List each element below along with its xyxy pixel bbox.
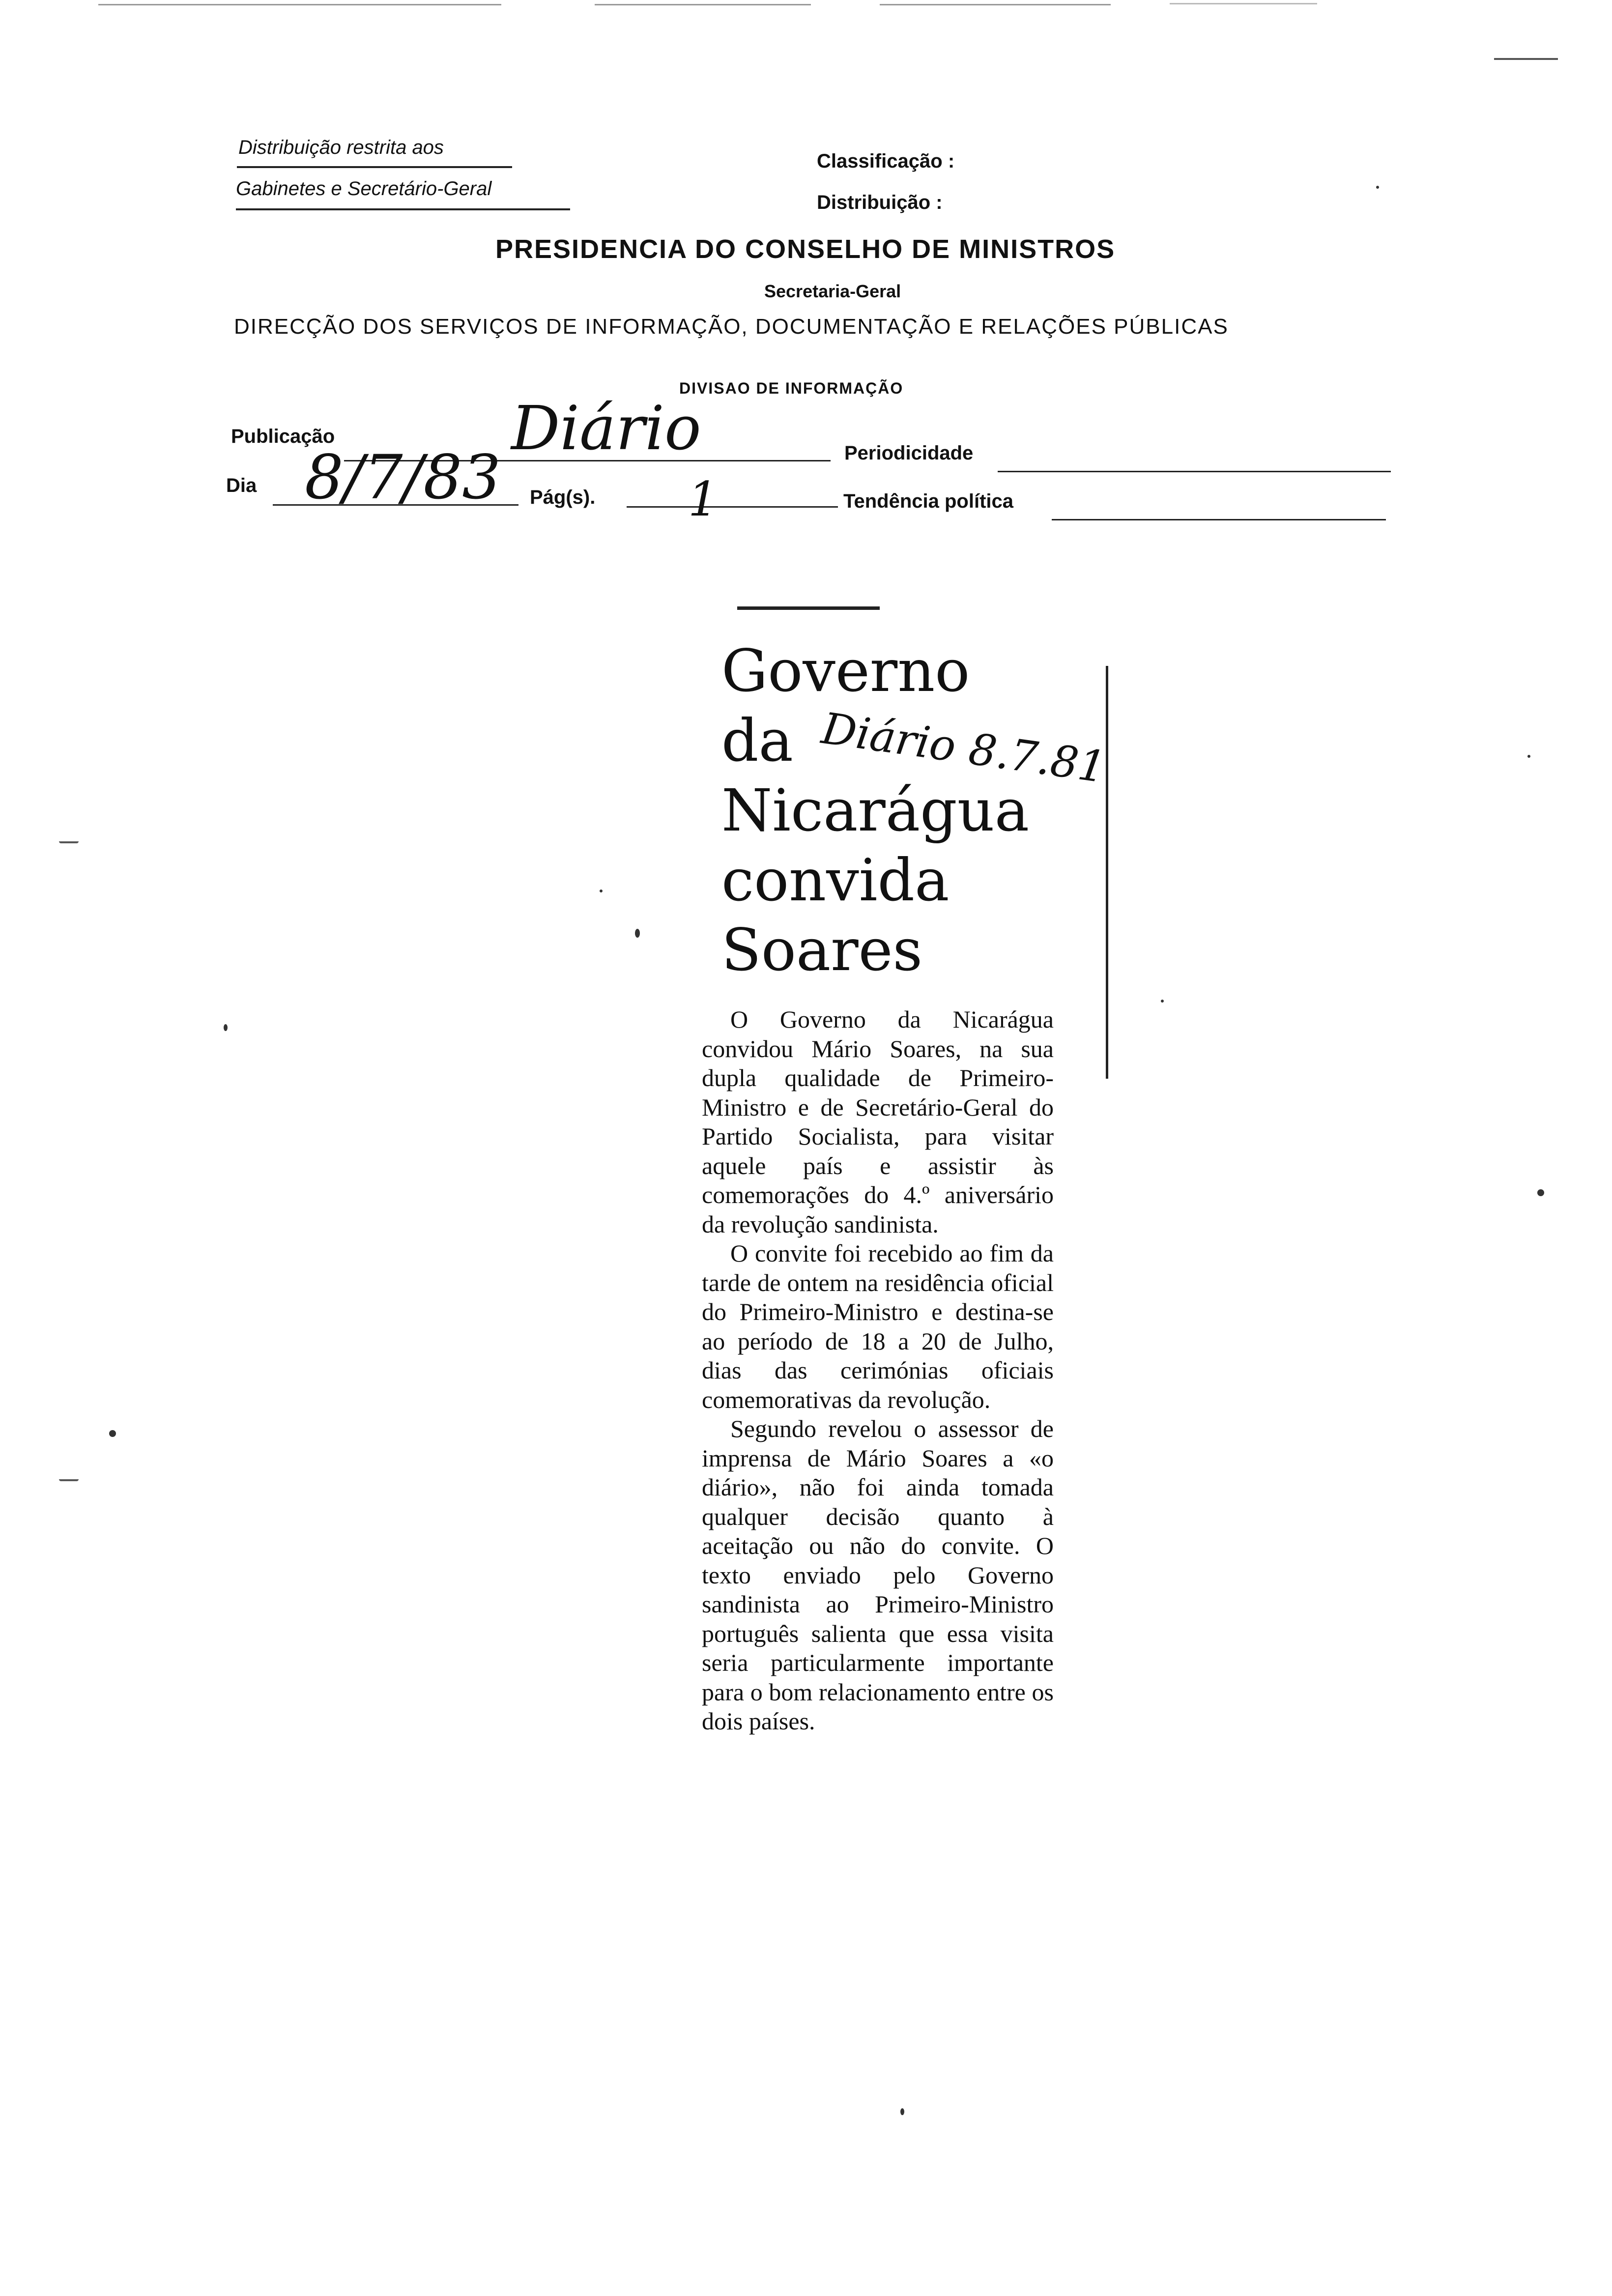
restriction-line-2: Gabinetes e Secretário-Geral bbox=[236, 178, 492, 200]
scan-edge-line bbox=[595, 4, 811, 5]
periodicidade-line bbox=[998, 471, 1391, 472]
article-paragraph: O Governo da Nicarágua convidou Mário Soares, na sua dupla qualidade de Primeiro-Ministro e de Secretário-Geral do Partido Socialista, para visitar aquele país e assistir às comemorações do 4.º aniversário da revolução sandinista. bbox=[702, 1005, 1054, 1238]
clipping-top-rule bbox=[737, 606, 880, 610]
classificacao-label: Classificação : bbox=[817, 150, 955, 172]
scan-edge-line bbox=[98, 4, 501, 5]
pags-handwritten: 1 bbox=[688, 472, 719, 527]
restriction-line-1: Distribuição restrita aos bbox=[238, 137, 444, 158]
restriction-underline bbox=[237, 166, 512, 168]
scan-speck bbox=[600, 890, 603, 892]
pags-line bbox=[627, 506, 838, 508]
article-body bbox=[702, 1005, 1054, 1736]
scan-speck bbox=[1527, 755, 1530, 758]
direccao-title: DIRECÇÃO DOS SERVIÇOS DE INFORMAÇÃO, DOCUMENTAÇÃO E RELAÇÕES PÚBLICAS bbox=[234, 315, 1229, 339]
ministry-title: PRESIDENCIA DO CONSELHO DE MINISTROS bbox=[495, 234, 1116, 264]
scan-speck bbox=[1161, 1000, 1164, 1003]
article-paragraph: Segundo revelou o assessor de imprensa de Mário Soares a «o diário», não foi ainda tomada qualquer decisão quanto à aceitação ou não do convite. O texto enviado pelo Governo sandinista ao Primeiro-Ministro português salienta que essa visita seria particularmente importante para o bom relacionamento entre os dois países. bbox=[702, 1415, 1054, 1735]
scan-speck bbox=[59, 841, 79, 843]
scan-speck bbox=[900, 2108, 904, 2115]
scan-speck bbox=[224, 1024, 228, 1031]
headline-line: Nicarágua bbox=[721, 776, 1030, 844]
scan-edge-line bbox=[880, 4, 1111, 5]
scan-speck bbox=[1376, 186, 1379, 189]
dia-handwritten: 8/7/83 bbox=[305, 442, 501, 513]
dia-label: Dia bbox=[226, 475, 257, 496]
secretaria-geral: Secretaria-Geral bbox=[764, 281, 901, 301]
periodicidade-label: Periodicidade bbox=[844, 442, 974, 464]
clip-handwritten-note: Diário 8.7.81 bbox=[818, 703, 1109, 793]
scan-speck bbox=[635, 929, 640, 938]
distribuicao-label: Distribuição : bbox=[817, 192, 943, 213]
article-headline bbox=[721, 636, 1095, 985]
headline-line: Governo bbox=[721, 637, 970, 705]
scan-edge-line bbox=[1494, 58, 1558, 60]
tendencia-line bbox=[1052, 519, 1386, 520]
pags-label: Pág(s). bbox=[530, 487, 596, 508]
clipping-column-rule bbox=[1106, 666, 1108, 1079]
scan-speck bbox=[109, 1430, 116, 1437]
publicacao-handwritten: Diário bbox=[511, 393, 701, 464]
publicacao-label: Publicação bbox=[231, 426, 335, 447]
headline-line: convida bbox=[721, 846, 950, 914]
article-paragraph: O convite foi recebido ao fim da tarde de ontem na residência oficial do Primeiro-Ministro e destina-se ao período de 18 a 20 de Julho, dias das cerimónias oficiais comemorativas da revolução. bbox=[702, 1239, 1054, 1413]
scan-edge-line bbox=[1170, 3, 1317, 4]
scan-speck bbox=[1537, 1189, 1544, 1196]
headline-line: Soares bbox=[721, 916, 923, 984]
scan-speck bbox=[59, 1479, 79, 1481]
restriction-underline bbox=[236, 208, 570, 210]
divisao-title: DIVISAO DE INFORMAÇÃO bbox=[679, 379, 904, 397]
headline-line: da bbox=[721, 707, 793, 775]
tendencia-label: Tendência política bbox=[843, 490, 1013, 512]
